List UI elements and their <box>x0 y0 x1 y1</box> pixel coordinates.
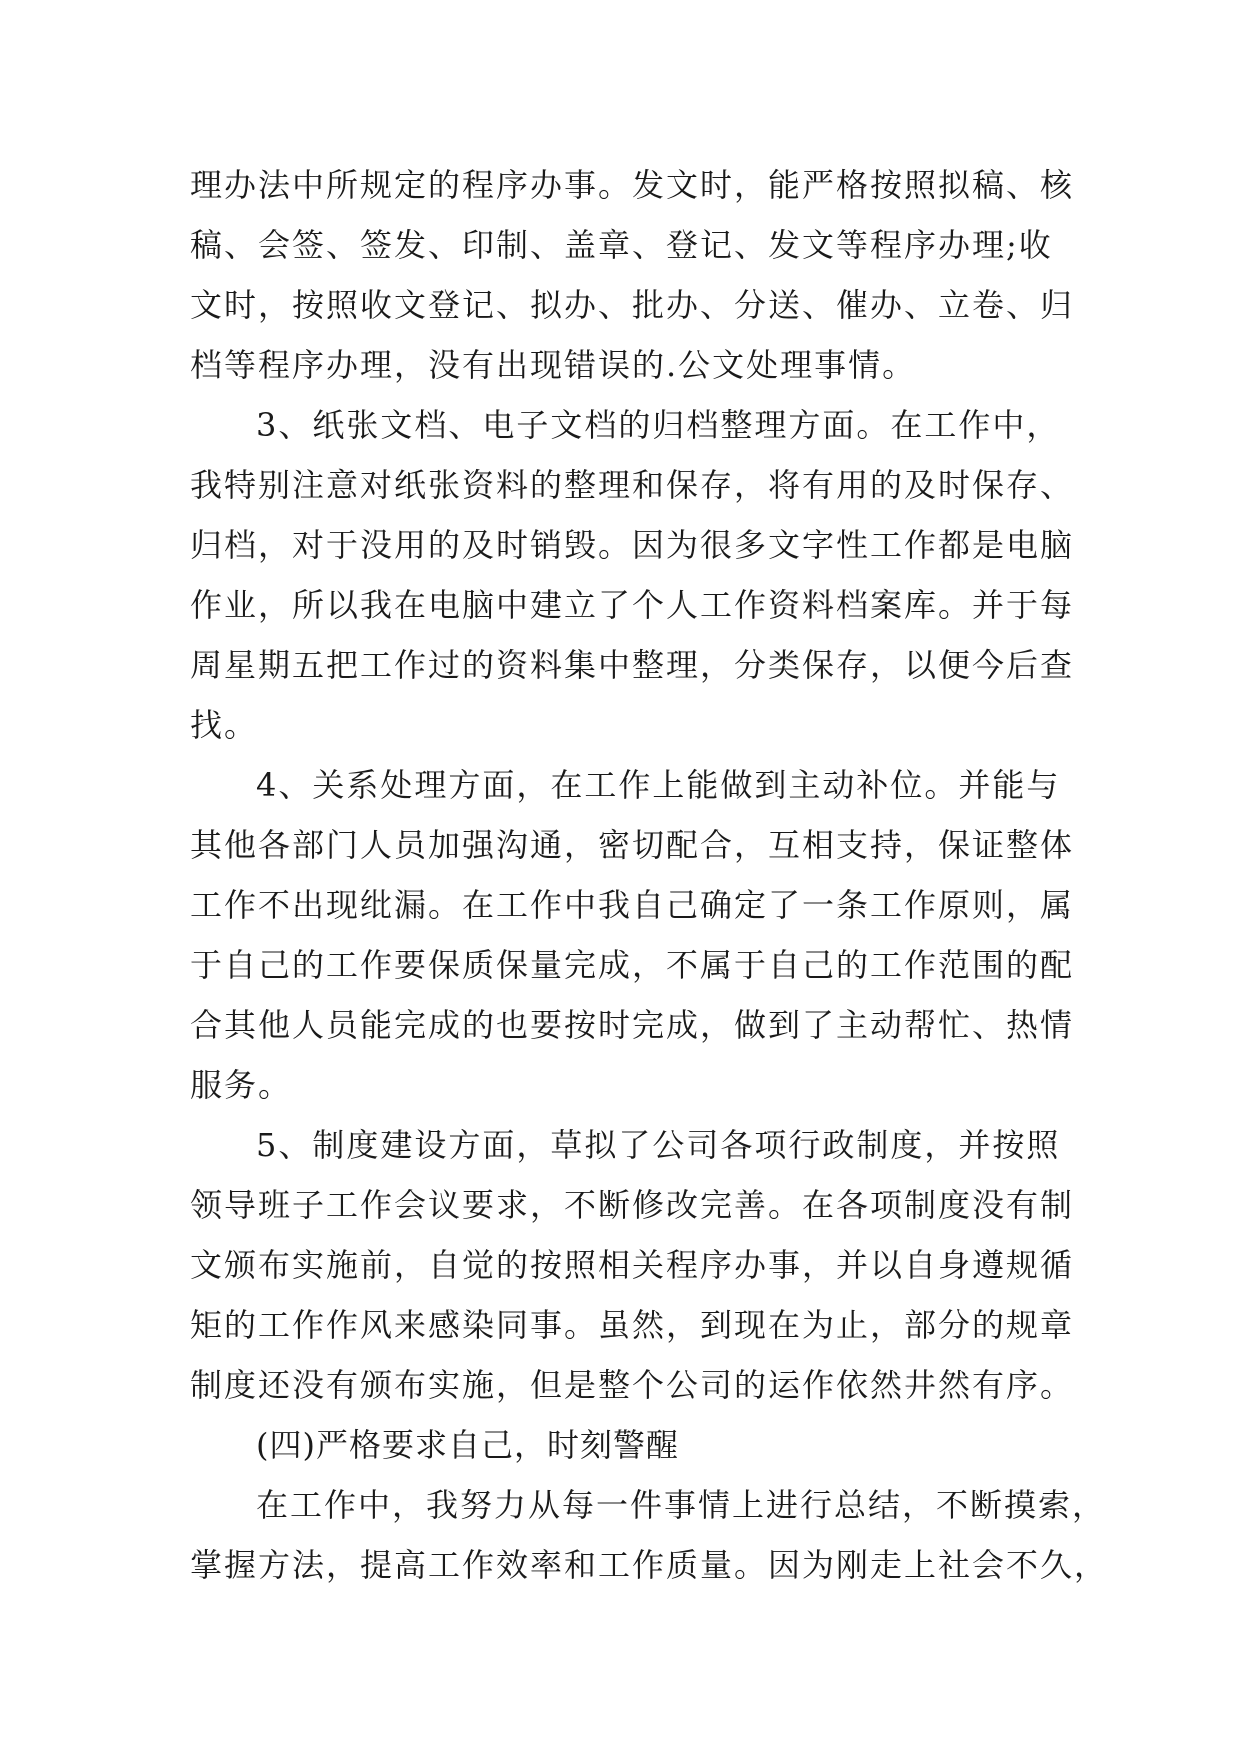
text-line: 工作不出现纰漏。在工作中我自己确定了一条工作原则，属 <box>190 886 1075 924</box>
text-line: 找。 <box>190 706 259 744</box>
text-line: 我特别注意对纸张资料的整理和保存，将有用的及时保存、 <box>190 466 1075 504</box>
text-line: 4、关系处理方面，在工作上能做到主动补位。并能与 <box>256 766 1061 804</box>
text-line: 文颁布实施前，自觉的按照相关程序办事，并以自身遵规循 <box>190 1246 1075 1284</box>
text-line: 其他各部门人员加强沟通，密切配合，互相支持，保证整体 <box>190 826 1075 864</box>
text-line: 制度还没有颁布实施，但是整个公司的运作依然井然有序。 <box>190 1366 1075 1404</box>
text-line: 掌握方法，提高工作效率和工作质量。因为刚走上社会不久， <box>190 1546 1109 1584</box>
text-line: 稿、会签、签发、印制、盖章、登记、发文等程序办理;收 <box>190 226 1053 264</box>
text-line: 合其他人员能完成的也要按时完成，做到了主动帮忙、热情 <box>190 1006 1075 1044</box>
text-line: 文时，按照收文登记、拟办、批办、分送、催办、立卷、归 <box>190 286 1075 324</box>
text-line: 3、纸张文档、电子文档的归档整理方面。在工作中， <box>256 406 1061 444</box>
text-line: 在工作中，我努力从每一件事情上进行总结，不断摸索， <box>256 1486 1107 1524</box>
text-line: 5、制度建设方面，草拟了公司各项行政制度，并按照 <box>256 1126 1061 1164</box>
text-line: 归档，对于没用的及时销毁。因为很多文字性工作都是电脑 <box>190 526 1075 564</box>
text-line: 档等程序办理，没有出现错误的.公文处理事情。 <box>190 346 917 384</box>
text-line: 矩的工作作风来感染同事。虽然，到现在为止，部分的规章 <box>190 1306 1075 1344</box>
text-line: 于自己的工作要保质保量完成，不属于自己的工作范围的配 <box>190 946 1075 984</box>
text-line: 领导班子工作会议要求，不断修改完善。在各项制度没有制 <box>190 1186 1075 1224</box>
text-line: 理办法中所规定的程序办事。发文时，能严格按照拟稿、核 <box>190 166 1075 204</box>
text-line: 作业，所以我在电脑中建立了个人工作资料档案库。并于每 <box>190 586 1075 624</box>
text-line: 服务。 <box>190 1066 293 1104</box>
text-line: 周星期五把工作过的资料集中整理，分类保存，以便今后查 <box>190 646 1075 684</box>
section-heading: (四)严格要求自己，时刻警醒 <box>256 1426 679 1464</box>
